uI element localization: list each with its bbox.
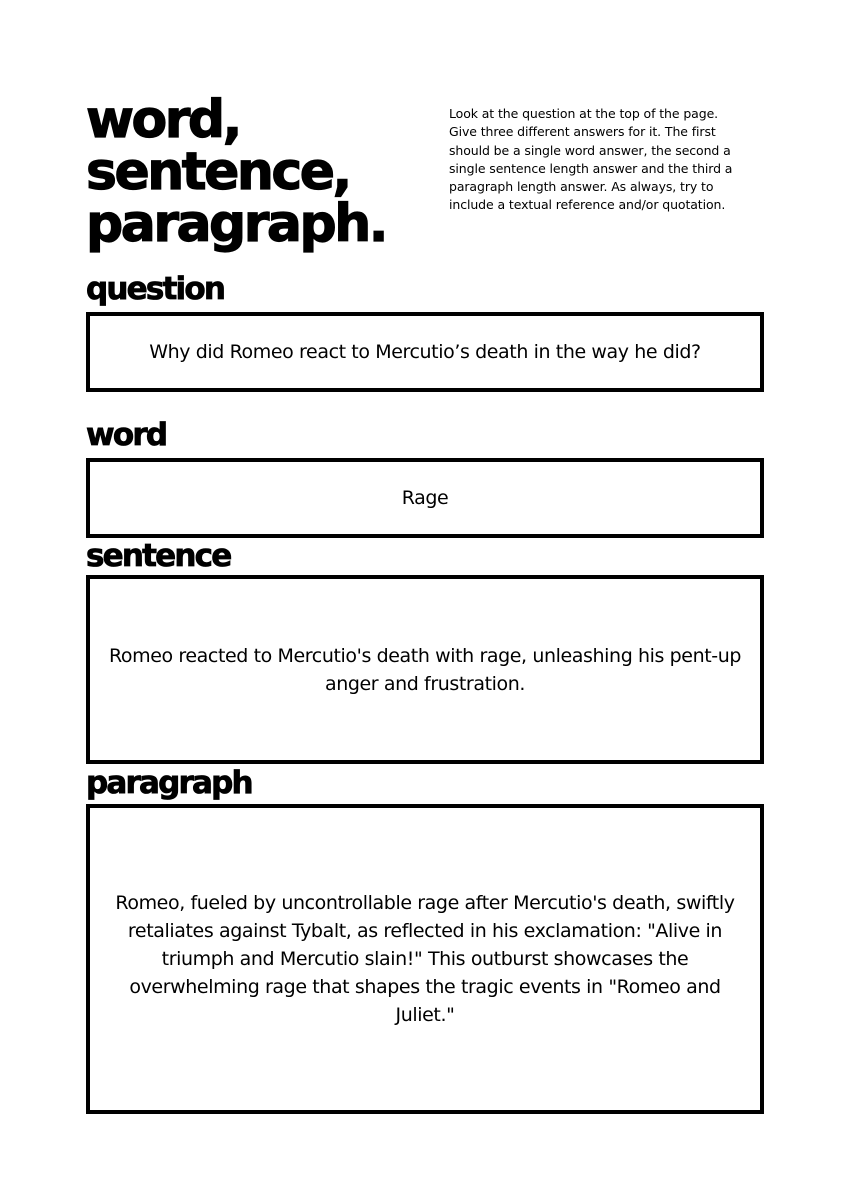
paragraph-answer-text: Romeo, fueled by uncontrollable rage after Mercutio's death, swiftly retaliates against Tybalt, as reflected in his exclamation: "Alive in triumph and Mercutio slain!" This outburst showcases the overwhelming rage that shapes the tragic events in "Romeo and Juliet." — [115, 892, 735, 1026]
title-line-paragraph: paragraph. — [86, 194, 386, 254]
sentence-answer-box[interactable] — [86, 575, 764, 764]
word-label: word — [86, 417, 167, 453]
title-line-sentence: sentence, — [86, 142, 350, 202]
question-box — [86, 312, 764, 392]
instructions-text: Look at the question at the top of the page. Give three different answers for it. The first should be a single word answer, the second a single sentence length answer and the third a paragraph length answer. As always, try to include a textual reference and/or quotation. — [449, 106, 733, 213]
paragraph-label: paragraph — [86, 765, 252, 801]
paragraph-answer-box[interactable] — [86, 804, 764, 1114]
question-text: Why did Romeo react to Mercutio’s death in the way he did? — [149, 341, 701, 363]
title-line-word: word, — [86, 90, 240, 150]
page-title — [86, 90, 386, 254]
question-label: question — [86, 271, 225, 307]
sentence-label: sentence — [86, 538, 231, 574]
word-answer-box[interactable] — [86, 458, 764, 538]
sentence-answer-text: Romeo reacted to Mercutio's death with rage, unleashing his pent-up anger and frustration. — [108, 644, 742, 695]
word-answer-text: Rage — [401, 487, 449, 509]
